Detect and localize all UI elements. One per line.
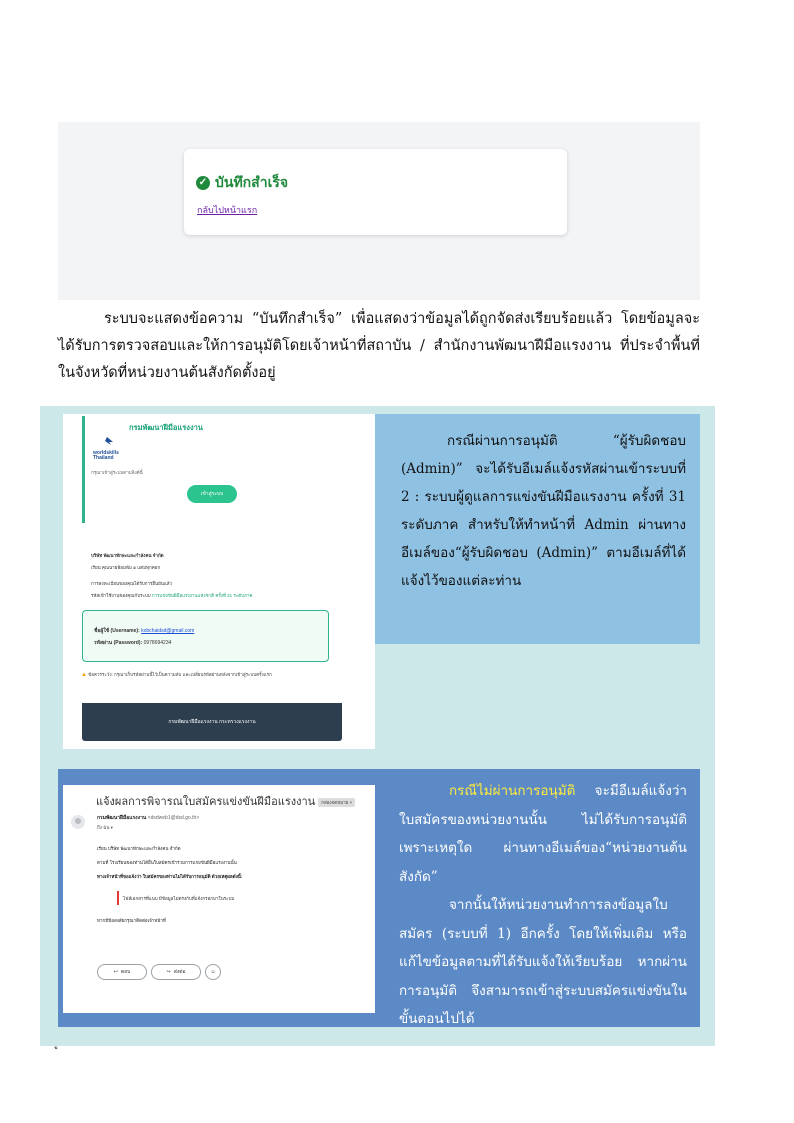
logo-word-1: world <box>93 450 107 456</box>
login-button[interactable]: เข้าสู่ระบบ <box>187 485 237 503</box>
emoji-button[interactable] <box>205 964 221 980</box>
smiley-icon: ☺ <box>210 969 216 975</box>
email-footer: กรมพัฒนาฝีมือแรงงาน กระทรวงแรงงาน <box>82 703 342 741</box>
email-line-1: เรียน บริษัท พัฒนาทักษะและกำลังคน จำกัด <box>97 846 181 851</box>
worldskills-logo <box>93 433 121 459</box>
email-line-3: ทางเจ้าหน้าที่ขอแจ้งว่า ใบสมัครของท่านไม่ได้รับการอนุมัติ ด้วยเหตุผลดังนี้: <box>97 874 243 879</box>
info-line <box>91 592 253 599</box>
logo-word-3: Thailand <box>93 455 114 461</box>
rejected-email-screenshot <box>63 785 375 1013</box>
reply-button[interactable] <box>97 964 147 980</box>
reply-icon: ↩ <box>113 969 118 975</box>
password-row <box>94 639 171 647</box>
warning-text: ข้อควรระวัง: กรุณาเก็บรหัสผ่านนี้ไว้เป็นความลับ และเปลี่ยนรหัสผ่านหลังจากเข้าสู่ระบบครั้งแรก <box>88 672 272 677</box>
reply-label: ตอบ <box>120 969 131 975</box>
accent-bar <box>82 416 85 523</box>
info-line-highlight: การแข่งขันฝีมือแรงงานแห่งชาติ ครั้งที่ 31 ระดับภาค <box>151 593 253 598</box>
person-icon <box>75 818 81 824</box>
password-value: 0978694234 <box>143 640 172 646</box>
dear-line: เรียน คุณนายพ้อมพ้ม ๑ แต่มทุกคอก <box>91 565 161 570</box>
info-line-text: รหัสเข้าใช้งานของคุณกับระบบ <box>91 593 151 598</box>
email-welcome: กรุณาเข้าสู่ระบบตามลิงค์นี้ <box>91 470 143 475</box>
rejected-body-1: จะมีอีเมล์แจ้งว่าใบสมัครของหน่วยงานนั้น ไม่ได้รับการอนุมัติเพราะเหตุใด ผ่านทางอีเมล์ของ“หน่วยงานต้นสังกัด” <box>399 783 687 885</box>
username-label: ชื่อผู้ใช้ (Username): <box>94 628 140 634</box>
email-line-4: หากมีข้อสงสัยกรุณาติดต่อเจ้าหน้าที่ <box>97 918 166 923</box>
registration-line: การลงทะเบียนของคุณได้รับการยืนยันแล้ว <box>91 581 173 586</box>
rejected-body-2: จากนั้นให้หน่วยงานทำการลงข้อมูลใบสมัคร (ระบบที่ 1) อีกครั้ง โดยให้เพิ่มเติม หรือแก้ไขข้อมูลตามที่ได้รับแจ้งให้เรียบร้อย หากผ่านการอนุมัติ จึงสามารถเข้าสู่ระบบสมัครแข่งขันในขั้นตอนไปได้ <box>399 897 687 1027</box>
success-card <box>184 149 567 235</box>
password-label: รหัสผ่าน (Password): <box>94 640 143 646</box>
bird-icon <box>93 436 121 446</box>
success-screenshot <box>58 122 700 300</box>
back-home-link[interactable]: กลับไปหน้าแรก <box>197 205 258 215</box>
email-subject-text: แจ้งผลการพิจารณใบสมัครแข่งขันฝีมือแรงงาน <box>96 796 316 808</box>
username-link[interactable]: kobchaidsd@gmail.com <box>141 628 195 634</box>
email-line-2: ตามที่ โรงเรียนของท่านได้ยื่นใบสมัครเข้าร่วมการแข่งขันฝีมือแรงงานนั้น <box>97 860 237 865</box>
rejected-info-text <box>399 777 687 1034</box>
sender-line <box>97 814 199 822</box>
check-circle-icon: ✓ <box>196 176 210 190</box>
avatar <box>71 815 85 829</box>
company-line: บริษัท พัฒนาทักษะและกำลังคน จำกัด <box>91 553 164 558</box>
forward-icon: ↪ <box>166 969 171 975</box>
inbox-badge[interactable]: กล่องจดหมาย × <box>318 798 355 807</box>
approved-body: “ผู้รับผิดชอบ (Admin)” จะได้รับอีเมล์แจ้งรหัสผ่านเข้าระบบที่ 2 : ระบบผู้ดูแลการแข่งขันฝีมือแรงงาน ครั้งที่ 31 ระดับภาค สำหรับให้ทำหน้าที่ Admin ผ่านทางอีเมล์ของ“ผู้รับผิดชอบ (Admin)” ตามอีเมล์ที่ได้แจ้งไว้ของแต่ละท่าน <box>401 433 686 589</box>
approved-info-panel <box>375 414 700 644</box>
username-row <box>94 627 194 635</box>
success-title <box>196 172 288 194</box>
logo-word-2: skills <box>106 450 119 456</box>
sender-name: กรมพัฒนาฝีมือแรงงาน <box>97 815 147 821</box>
warning-icon: ▲ <box>81 672 87 678</box>
email-org-name: กรมพัฒนาฝีมือแรงงาน <box>129 423 203 432</box>
approved-title: กรณีผ่านการอนุมัติ <box>447 433 558 449</box>
success-title-text: บันทึกสำเร็จ <box>215 174 289 190</box>
email-subject <box>96 792 355 810</box>
forward-button[interactable] <box>151 964 201 980</box>
forward-label: ส่งต่อ <box>173 969 186 975</box>
warning-line <box>81 671 272 678</box>
description-paragraph: ระบบจะแสดงข้อความ “บันทึกสำเร็จ” เพื่อแสดงว่าข้อมูลได้ถูกจัดส่งเรียบร้อยแล้ว โดยข้อมูลจะได้รับการตรวจสอบและให้การอนุมัติโดยเจ้าหน้าที่สถาบัน / สำนักงานพัฒนาฝีมือแรงงาน ที่ประจำพื้นที่ในจังหวัดที่หน่วยงานต้นสังกัดตั้งอยู่ <box>58 311 700 381</box>
reason-marker <box>117 891 119 905</box>
approved-email-screenshot <box>63 414 375 749</box>
sender-email: <dsdweb1@dsd.go.th> <box>147 815 200 821</box>
recipient-line[interactable]: ถึง ฉัน ▾ <box>97 825 113 830</box>
approved-info-text <box>401 427 686 595</box>
credentials-box <box>82 610 329 662</box>
rejection-reason: ไฟล์เอกสารที่แนบ มีข้อมูลไม่ตรงกับที่แจ้งกรอกมาในระบบ <box>123 896 235 901</box>
rejected-title: กรณีไม่ผ่านการอนุมัติ <box>449 783 576 799</box>
